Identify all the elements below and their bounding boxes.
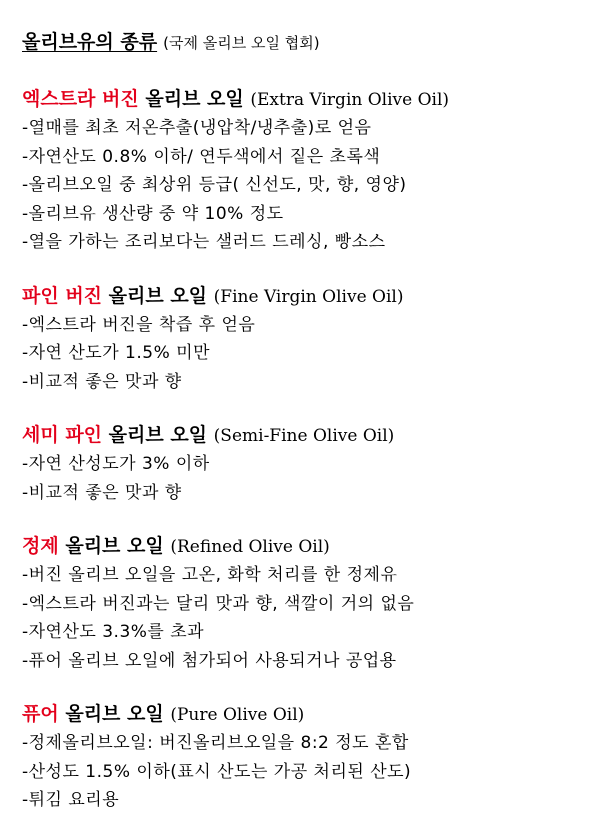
section-heading — [22, 85, 592, 114]
grade-suffix: 올리브 오일 — [65, 535, 164, 557]
section-heading — [22, 700, 592, 729]
grade-name: 엑스트라 버진 — [22, 88, 139, 110]
section-heading — [22, 532, 592, 561]
document-title — [22, 28, 592, 57]
list-item: -비교적 좋은 맛과 향 — [22, 371, 182, 392]
list-item: -튀김 요리용 — [22, 790, 120, 810]
grade-suffix: 올리브 오일 — [65, 703, 164, 725]
english-name: (Semi-Fine Olive Oil) — [213, 426, 395, 446]
list-item: -열을 가하는 조리보다는 샐러드 드레싱, 빵소스 — [22, 232, 386, 252]
english-name: (Fine Virgin Olive Oil) — [213, 286, 404, 307]
item-list — [22, 311, 592, 397]
english-name: (Refined Olive Oil) — [170, 537, 330, 557]
section-pure — [22, 700, 592, 815]
section-refined — [22, 532, 592, 675]
title-source: (국제 올리브 오일 협회) — [163, 34, 320, 52]
list-item: -버진 올리브 오일을 고온, 화학 처리를 한 정제유 — [22, 565, 398, 585]
list-item: -정제올리브오일: 버진올리브오일을 8:2 정도 혼합 — [22, 733, 409, 753]
grade-name: 퓨어 — [22, 703, 59, 725]
list-item: -올리브유 생산량 중 약 10% 정도 — [22, 203, 284, 224]
list-item: -자연산도 3.3%를 초과 — [22, 622, 205, 642]
item-list — [22, 561, 592, 675]
list-item: -자연 산성도가 3% 이하 — [22, 454, 210, 474]
list-item: -올리브오일 중 최상위 등급( 신선도, 맛, 향, 영양) — [22, 175, 407, 195]
list-item: -자연산도 0.8% 이하/ 연두색에서 짙은 초록색 — [22, 146, 381, 167]
item-list — [22, 450, 592, 507]
list-item: -산성도 1.5% 이하(표시 산도는 가공 처리된 산도) — [22, 761, 412, 782]
grade-name: 파인 버진 — [22, 284, 103, 307]
section-semi-fine — [22, 421, 592, 507]
list-item: -엑스트라 버진과는 달리 맛과 향, 색깔이 거의 없음 — [22, 593, 415, 614]
section-heading — [22, 421, 592, 450]
item-list — [22, 729, 592, 815]
item-list — [22, 114, 592, 257]
section-heading — [22, 282, 592, 311]
list-item: -비교적 좋은 맛과 향 — [22, 482, 182, 503]
title-main: 올리브유의 종류 — [22, 31, 158, 53]
document — [22, 28, 592, 840]
english-name: (Pure Olive Oil) — [170, 705, 305, 725]
grade-name: 정제 — [22, 535, 59, 557]
english-name: (Extra Virgin Olive Oil) — [250, 90, 450, 110]
grade-suffix: 올리브 오일 — [108, 284, 208, 307]
grade-suffix: 올리브 오일 — [108, 424, 208, 446]
list-item: -자연 산도가 1.5% 미만 — [22, 343, 210, 363]
grade-suffix: 올리브 오일 — [145, 88, 244, 110]
section-fine-virgin — [22, 282, 592, 397]
list-item: -퓨어 올리브 오일에 첨가되어 사용되거나 공업용 — [22, 650, 397, 671]
list-item: -엑스트라 버진을 착즙 후 얻음 — [22, 314, 256, 335]
grade-name: 세미 파인 — [22, 424, 103, 446]
section-extra-virgin — [22, 85, 592, 257]
list-item: -열매를 최초 저온추출(냉압착/냉추출)로 얻음 — [22, 118, 372, 138]
